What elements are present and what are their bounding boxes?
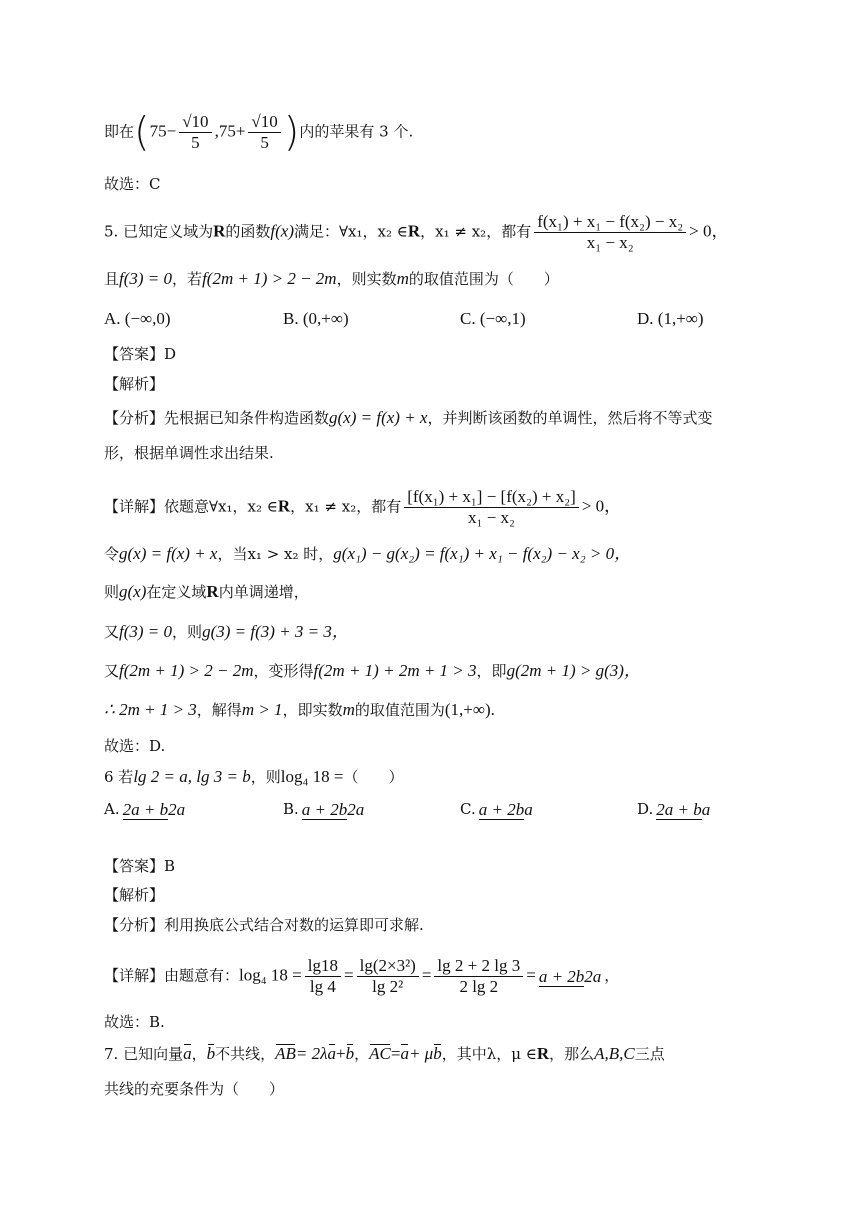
denominator: a xyxy=(524,800,533,819)
math: f(2m + 1) + 2m + 1 > 3 xyxy=(313,661,477,680)
numerator: √10 xyxy=(248,112,280,133)
reals-symbol: R xyxy=(407,221,421,241)
math: + μ xyxy=(408,1044,434,1063)
text: 5. 已知定义域为 xyxy=(104,222,214,241)
q5-option-d: D. (1,+∞) xyxy=(637,309,704,328)
denominator: 2a xyxy=(347,800,365,819)
text: ，当x₁ > x₂ 时， xyxy=(217,545,334,563)
reals-symbol: R xyxy=(536,1044,550,1063)
equals: = xyxy=(421,965,432,985)
numerator: f(x₁) + x₁ − f(x₂) − x₂ xyxy=(534,212,686,233)
math: f(2m + 1) > 2 − 2m xyxy=(119,661,254,680)
reals-symbol: R xyxy=(277,496,291,516)
math: g(x) = f(x) + x xyxy=(119,544,218,563)
math: log₄ 18 = xyxy=(280,767,344,786)
text: ，则 xyxy=(250,768,281,786)
text: ，则 xyxy=(172,623,203,641)
vector-b: b xyxy=(433,1044,442,1063)
math: m > 1 xyxy=(241,700,283,719)
step-fraction-3 xyxy=(434,956,523,997)
text: 【分析】先根据已知条件构造函数 xyxy=(104,409,330,427)
text: 的取值范围为（ ） xyxy=(408,270,559,288)
q5-xiangjie xyxy=(104,487,621,528)
text: 且 xyxy=(104,270,120,288)
math: log₄ 18 = xyxy=(239,965,302,985)
equals: = xyxy=(344,965,354,985)
numerator: 2a + b xyxy=(656,800,702,819)
math: + xyxy=(336,1044,346,1063)
text: ， xyxy=(604,966,620,985)
q7-line2: 共线的充要条件为（ ） xyxy=(104,1080,285,1098)
vector-ab: AB xyxy=(275,1044,296,1063)
denominator: 5 xyxy=(260,133,269,152)
math: lg 2 = a, lg 3 = b xyxy=(133,767,251,786)
text: ， xyxy=(191,1045,207,1063)
q5-stem xyxy=(104,212,728,253)
text: ，x₁ ≠ x₂，都有 xyxy=(290,497,402,516)
text: ，即 xyxy=(476,662,507,680)
denominator: 5 xyxy=(191,133,200,152)
numerator: a + 2b xyxy=(538,966,585,986)
text: 令 xyxy=(104,545,120,563)
denominator: x₁ − x₂ xyxy=(586,233,634,252)
step-fraction-4 xyxy=(539,966,601,988)
q5-fenxi-2: 形，根据单调性求出结果. xyxy=(104,444,274,462)
reals-symbol: R xyxy=(206,582,219,601)
denominator: 2 lg 2 xyxy=(459,977,499,996)
right-paren: ) xyxy=(283,109,300,156)
text: 即在 xyxy=(104,122,135,141)
option-fraction xyxy=(656,800,710,820)
q6-option-a xyxy=(104,800,188,820)
text: ，解得 xyxy=(196,701,242,719)
q5-line2 xyxy=(104,268,559,290)
step-fraction-2 xyxy=(357,956,419,997)
text: ，并判断该函数的单调性，然后将不等式变 xyxy=(427,409,713,427)
text: ，若 xyxy=(172,270,203,288)
option-label: A. xyxy=(104,800,120,818)
q5-jiexi: 【解析】 xyxy=(104,375,165,393)
text: ，即实数 xyxy=(282,701,343,719)
numerator: [f(x₁) + x₁] − [f(x₂) + x₂] xyxy=(404,487,579,508)
q5-option-a: A. (−∞,0) xyxy=(104,309,171,328)
math: g(x) xyxy=(119,582,147,601)
text: 不共线， xyxy=(215,1045,276,1063)
vector-a: a xyxy=(183,1044,192,1063)
vector-a: a xyxy=(327,1044,336,1063)
vector-ac: AC xyxy=(369,1044,391,1063)
text: 【详解】由题意有： xyxy=(104,966,240,985)
text: 则 xyxy=(104,583,120,601)
q5-fenxi xyxy=(104,407,712,429)
numerator: √10 xyxy=(179,112,211,133)
math: f(x) xyxy=(270,221,294,241)
text: 又 xyxy=(104,662,120,680)
answer-4: 故选：C xyxy=(104,175,161,193)
text: 又 xyxy=(104,623,120,641)
math: f(3) = 0 xyxy=(119,622,173,641)
numerator: a + 2b xyxy=(478,800,525,819)
vector-b: b xyxy=(345,1044,355,1063)
text: 内单调递增， xyxy=(218,583,309,601)
math: A,B,C xyxy=(594,1044,635,1063)
q5-option-b: B. (0,+∞) xyxy=(283,309,349,328)
q6-option-c xyxy=(460,800,536,820)
denominator: x₁ − x₂ xyxy=(468,508,515,527)
option-label: D. xyxy=(637,800,654,818)
interval-line xyxy=(104,109,414,156)
q5-option-c: C. (−∞,1) xyxy=(460,309,526,328)
math: (1,+∞). xyxy=(444,700,495,719)
q6-answer: 【答案】B xyxy=(104,857,176,875)
q6-xiangjie xyxy=(104,956,619,997)
denominator: lg 4 xyxy=(309,977,336,996)
math: f(2m + 1) > 2 − 2m xyxy=(202,269,337,288)
numerator: lg(2×3²) xyxy=(357,956,419,977)
denominator: lg 2² xyxy=(372,977,404,996)
sqrt-fraction-2 xyxy=(248,112,280,153)
upper-prefix: ,75+ xyxy=(214,121,246,141)
text: > 0， xyxy=(581,496,622,516)
q6-final: 故选：B. xyxy=(104,1013,165,1031)
option-fraction xyxy=(302,800,364,820)
q5-you-2 xyxy=(104,660,641,682)
numerator: a + 2b xyxy=(301,800,348,819)
text: （ ） xyxy=(343,768,404,786)
text: ， xyxy=(354,1045,370,1063)
q6-jiexi: 【解析】 xyxy=(104,886,165,904)
q6-option-d xyxy=(637,800,713,820)
sqrt-fraction-1 xyxy=(179,112,211,153)
math: = 2λ xyxy=(295,1044,328,1063)
detail-fraction xyxy=(404,487,579,528)
text: 7. 已知向量 xyxy=(104,1045,184,1063)
numerator: 2a + b xyxy=(122,800,169,819)
text: 在定义域 xyxy=(146,583,207,601)
text: ，其中λ，μ ∈ xyxy=(441,1045,537,1063)
step-fraction-1 xyxy=(305,956,341,997)
option-fraction xyxy=(123,800,185,820)
option-label: C. xyxy=(460,800,476,818)
left-paren: ( xyxy=(134,109,150,156)
math: f(3) = 0 xyxy=(119,269,173,288)
math: = xyxy=(390,1044,401,1063)
q5-ling xyxy=(104,543,631,565)
condition-fraction xyxy=(534,212,686,253)
q5-therefore xyxy=(104,699,495,721)
math: g(3) = f(3) + 3 = 3， xyxy=(202,622,349,641)
text: ，变形得 xyxy=(253,662,314,680)
vector-a: a xyxy=(400,1044,409,1063)
q5-you-1 xyxy=(104,621,349,643)
q5-final: 故选：D. xyxy=(104,737,166,755)
denominator: 2a xyxy=(168,800,186,819)
math: ∴ 2m + 1 > 3 xyxy=(104,700,197,719)
option-label: B. xyxy=(283,800,299,818)
text: 【详解】依题意∀x₁，x₂ ∈ xyxy=(104,497,278,516)
text: 内的苹果有 3 个. xyxy=(299,122,414,141)
numerator: lg 2 + 2 lg 3 xyxy=(434,956,523,977)
q6-fenxi: 【分析】利用换底公式结合对数的运算即可求解. xyxy=(104,916,424,934)
numerator: lg18 xyxy=(305,956,341,977)
math: g(2m + 1) > g(3)， xyxy=(506,661,641,680)
lower-prefix: 75− xyxy=(149,121,177,141)
q5-answer: 【答案】D xyxy=(104,345,177,363)
vector-b: b xyxy=(206,1044,216,1063)
text: ，x₁ ≠ x₂，都有 xyxy=(420,222,532,241)
q6-option-b xyxy=(283,800,367,820)
q6-stem xyxy=(104,766,403,788)
text: 的取值范围为 xyxy=(354,701,445,719)
text: ，那么 xyxy=(549,1045,595,1063)
q5-ze xyxy=(104,581,309,603)
math: g(x) = f(x) + x xyxy=(329,408,428,427)
text: 满足：∀x₁，x₂ ∈ xyxy=(293,222,408,241)
math: m xyxy=(342,700,355,719)
reals-symbol: R xyxy=(213,221,226,241)
text: 三点 xyxy=(634,1045,665,1063)
denominator: a xyxy=(701,800,711,819)
math: g(x₁) − g(x₂) = f(x₁) + x₁ − f(x₂) − x₂ > 0， xyxy=(333,544,632,563)
math: m xyxy=(396,269,409,288)
text: 6 若 xyxy=(104,768,134,786)
q7-stem xyxy=(104,1043,665,1065)
text: ，则实数 xyxy=(336,270,397,288)
text: > 0， xyxy=(689,221,729,241)
option-fraction xyxy=(479,800,533,820)
text: 的函数 xyxy=(225,222,271,241)
denominator: 2a xyxy=(584,966,602,986)
equals: = xyxy=(526,965,536,985)
